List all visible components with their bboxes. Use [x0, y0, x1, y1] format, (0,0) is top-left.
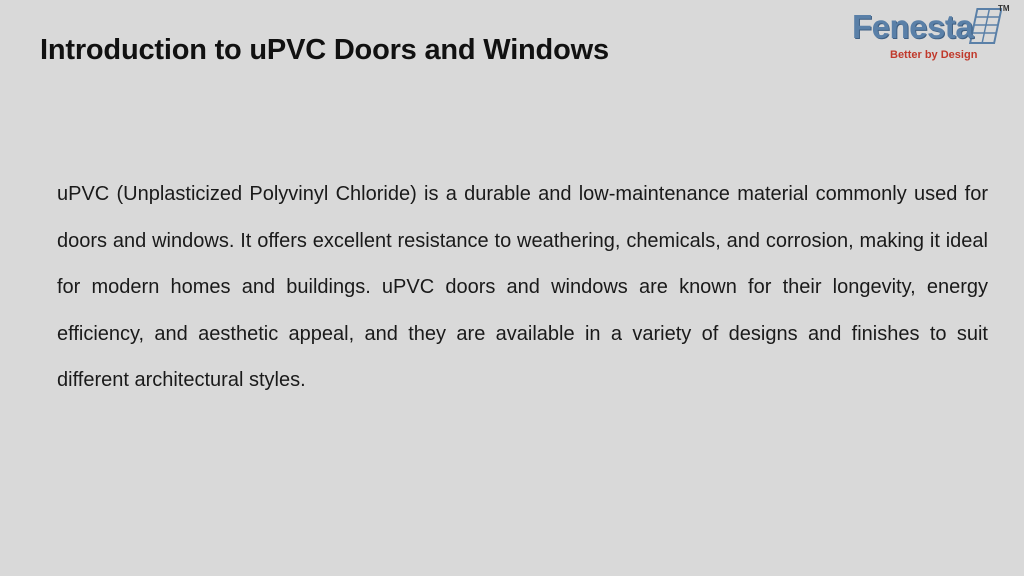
logo-wordmark: Fenesta — [852, 8, 974, 45]
logo-tagline: Better by Design — [890, 49, 978, 61]
slide-body-text: uPVC (Unplasticized Polyvinyl Chloride) is a durable and low-maintenance material commonly used for doors and windows. It offers excellent resistance to weathering, chemicals, and corrosion, making it ideal for modern homes and buildings. uPVC doors and windows are known for their longevity, energy efficiency, and aesthetic appeal, and they are available in a variety of designs and finishes to suit different architectural styles. — [57, 183, 988, 391]
fenesta-logo — [848, 4, 1012, 66]
slide-title: Introduction to uPVC Doors and Windows — [40, 34, 609, 66]
trademark-symbol: TM — [998, 4, 1010, 13]
